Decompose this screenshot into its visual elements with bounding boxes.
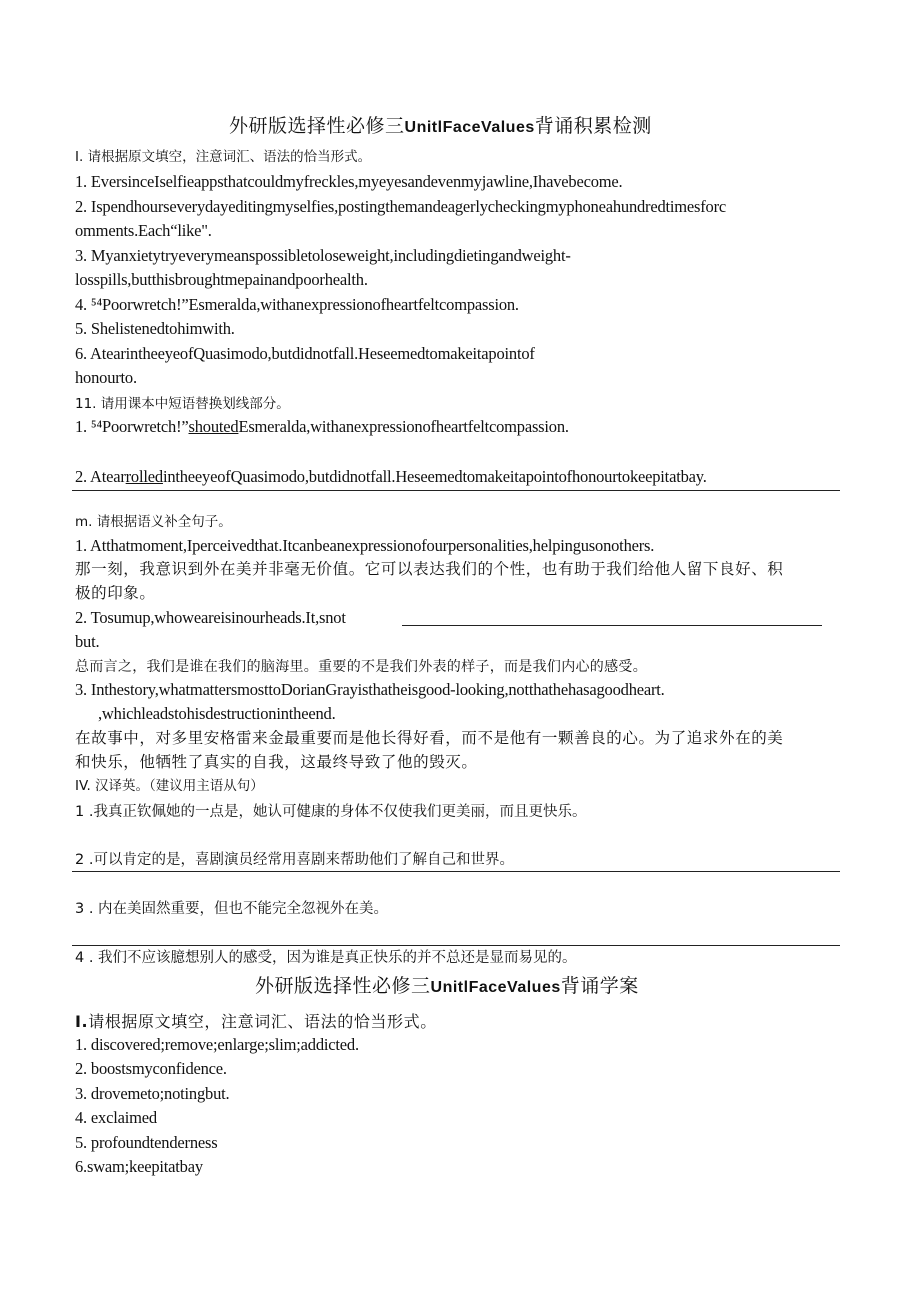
sec3-q2-continued: but.: [75, 632, 100, 651]
sec2-q2: 2. AtearrolledintheeyeofQuasimodo,butdidnotfall.Heseemedtomakeitapointofhonourtokeepitatbay.: [75, 467, 707, 486]
sec3-q3-line2: ,whichleadstohisdestructionintheend.: [98, 704, 336, 723]
title-unit: UnitlFaceValues: [404, 119, 535, 136]
answer-6: 6.swam;keepitatbay: [75, 1157, 203, 1176]
sec1-q2-line2: omments.Each“like".: [75, 221, 212, 240]
sec3-q1-cn-line1: 那一刻，我意识到外在美并非毫无价值。它可以表达我们的个性，也有助于我们给他人留下良好、积: [75, 560, 784, 578]
sec4-q4: 4 . 我们不应该臆想别人的感受，因为谁是真正快乐的并不总还是显而易见的。: [75, 950, 577, 966]
sec2-q2-underlined: rolled: [125, 467, 163, 486]
sec1-q4: 4. ⁵⁴Poorwretch!”Esmeralda,withanexpressionofheartfeltcompassion.: [75, 295, 519, 314]
answer-3: 3. drovemeto;notingbut.: [75, 1084, 230, 1103]
answer-1: 1. discovered;remove;enlarge;slim;addicted.: [75, 1035, 359, 1054]
answer-key-title: 外研版选择性必修三UnitlFaceValues背诵学案: [255, 975, 639, 997]
answer-5: 5. profoundtenderness: [75, 1133, 218, 1152]
section-3-heading: m. 请根据语义补全句子。: [75, 514, 232, 530]
answer-key-heading: I.请根据原文填空，注意词汇、语法的恰当形式。: [75, 1012, 437, 1031]
title-prefix: 外研版选择性必修三: [229, 115, 405, 137]
sec3-q1-cn-line2: 极的印象。: [75, 584, 156, 602]
section-4-heading: IV. 汉译英。（建议用主语从句）: [75, 778, 264, 794]
sec3-q3-cn-line2: 和快乐，他牺牲了真实的自我，这最终导致了他的毁灭。: [75, 753, 478, 771]
sec3-q1: 1. Atthatmoment,Iperceivedthat.Itcanbeanexpressionofourpersonalities,helpingusonothers.: [75, 536, 655, 555]
sec1-q5: 5. Shelistenedtohimwith.: [75, 319, 235, 338]
answer-line: [72, 871, 840, 872]
title-suffix: 背诵积累检测: [534, 115, 652, 137]
answer-2: 2. boostsmyconfidence.: [75, 1059, 227, 1078]
worksheet-title: [229, 116, 652, 138]
fill-in-blank: [402, 625, 822, 626]
sec4-q2: 2 .可以肯定的是，喜剧演员经常用喜剧来帮助他们了解自己和世界。: [75, 852, 514, 868]
answer-line: [72, 945, 840, 946]
section-1-heading: I. 请根据原文填空，注意词汇、语法的恰当形式。: [75, 149, 372, 165]
answer-4: 4. exclaimed: [75, 1108, 157, 1127]
sec2-q1-underlined: shouted: [188, 417, 239, 436]
sec1-q3-line1: 3. Myanxietytryeverymeanspossibletoloseweight,includingdietingandweight-: [75, 246, 571, 265]
sec2-q1: 1. ⁵⁴Poorwretch!”shoutedEsmeralda,withanexpressionofheartfeltcompassion.: [75, 417, 569, 436]
sec3-q2-cn: 总而言之，我们是谁在我们的脑海里。重要的不是我们外表的样子，而是我们内心的感受。: [75, 659, 647, 675]
sec1-q1: 1. EversinceIselfieappsthatcouldmyfreckles,myeyesandevenmyjawline,Ihavebecome.: [75, 172, 623, 191]
sec1-q3-line2: losspills,butthisbroughtmepainandpoorhealth.: [75, 270, 368, 289]
sec4-q3: 3 . 内在美固然重要，但也不能完全忽视外在美。: [75, 901, 389, 917]
sec3-q2: 2. Tosumup,whoweareisinourheads.It,snot: [75, 608, 346, 627]
sec1-q6-line2: honourto.: [75, 368, 137, 387]
section-2-heading: 11. 请用课本中短语替换划线部分。: [75, 396, 290, 412]
sec3-q3-line1: 3. Inthestory,whatmattersmosttoDorianGrayisthatheisgood-looking,notthathehasagoodheart.: [75, 680, 665, 699]
answer-line: [72, 490, 840, 491]
sec3-q3-cn-line1: 在故事中，对多里安格雷来金最重要而是他长得好看，而不是他有一颗善良的心。为了追求外在的美: [75, 729, 784, 747]
sec1-q6-line1: 6. AtearintheeyeofQuasimodo,butdidnotfall.Heseemedtomakeitapointof: [75, 344, 535, 363]
sec1-q2-line1: 2. Ispendhourseverydayeditingmyselfies,postingthemandeagerlycheckingmyphoneahundredtimesforc: [75, 197, 727, 216]
sec4-q1: 1 .我真正钦佩她的一点是，她认可健康的身体不仅使我们更美丽，而且更快乐。: [75, 804, 587, 820]
